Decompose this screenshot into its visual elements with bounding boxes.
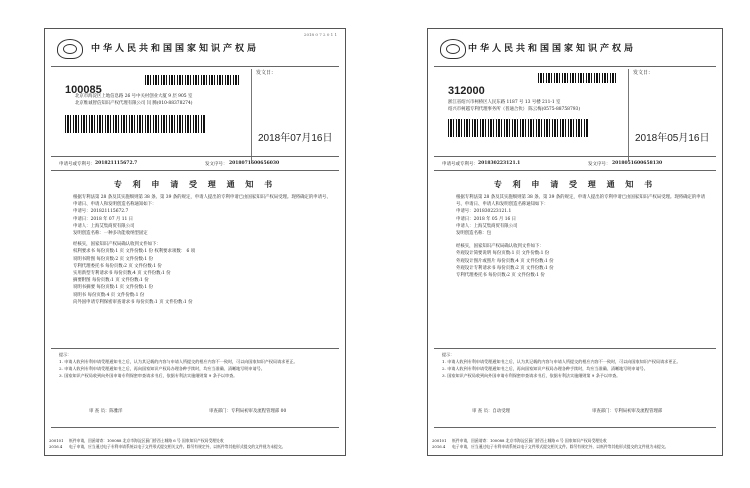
divider bbox=[434, 348, 716, 349]
header-divider bbox=[434, 66, 716, 67]
barcode bbox=[145, 75, 241, 85]
mailing-line: 纸件申请，回函请寄：100088 北京市海淀区蓟门桥西土城路 6 号 国家知识产权局受理处收 bbox=[452, 438, 607, 443]
issue-date: 2018年05月16日 bbox=[635, 133, 710, 144]
issue-date-box bbox=[628, 69, 721, 161]
divider bbox=[434, 156, 716, 157]
examiner: 审 查 员：陈雅洋 bbox=[89, 409, 123, 414]
mailing-line: 纸件申请，回函请寄：100088 北京市海淀区蓟门桥西土城路 6 号 国家知识产权局受理处收 bbox=[69, 438, 224, 443]
office-header bbox=[428, 39, 722, 61]
note-line: 1. 申请人收到专利申请受理通知书之后，认为其记载的内容与申请人所提交的相应内容不一致时，可以向国家知识产权局请求更正。 bbox=[59, 359, 298, 364]
examiner: 审 查 员：自动受理 bbox=[472, 409, 510, 414]
divider bbox=[51, 156, 339, 157]
notice-document-right bbox=[427, 28, 723, 456]
address-block bbox=[448, 99, 648, 113]
top-code: 2018 0 7 2 0 1 1 bbox=[303, 32, 337, 37]
department: 审查部门：专利局初审及流程管理部 bbox=[592, 409, 663, 414]
notes-block bbox=[442, 351, 710, 379]
field-line: 申请日：2018 年 05 月 16 日 bbox=[456, 216, 517, 222]
field-line: 发明创造名称：一种多功能收纳型固定 bbox=[73, 231, 148, 237]
divider bbox=[434, 170, 716, 171]
note-line: 3. 国家知识产权局收到向外国申请专利保密审查请求书后，依据专利法实施细则第 9 条予以审查。 bbox=[59, 373, 238, 378]
doc-line: 摘要附图 每份页数:1 页 文件份数:1 份 bbox=[73, 278, 149, 284]
form-code: 2016.4 bbox=[432, 443, 446, 449]
doc-line: 外观设计专利请求书 每份页数:2 页 文件份数:1 份 bbox=[456, 265, 554, 271]
divider bbox=[51, 170, 339, 171]
docs-intro: 经核实，国家知识产权局确认收到文件如下： bbox=[456, 244, 544, 250]
divider bbox=[434, 427, 716, 428]
office-title: 中华人民共和国国家知识产权局 bbox=[91, 44, 260, 54]
notice-document-left bbox=[44, 28, 346, 456]
doc-no: 2018071600656030 bbox=[229, 161, 280, 166]
address-block bbox=[75, 93, 245, 107]
doc-line: 说明书附图 每份页数:2 页 文件份数:1 份 bbox=[73, 256, 153, 262]
doc-line: 专利代理委托书 每份页数:2 页 文件份数:1 份 bbox=[73, 263, 162, 269]
doc-no: 2018051600658130 bbox=[612, 161, 663, 166]
barcode bbox=[538, 73, 618, 83]
office-title: 中华人民共和国国家知识产权局 bbox=[468, 44, 637, 54]
app-no: 201821115672.7 bbox=[95, 161, 138, 166]
note-line: 2. 申请人收到专利申请受理通知书之后，再向国家知识产权局办理各种手续时，均应当准确、清晰地写明申请号。 bbox=[442, 366, 648, 371]
docs-intro: 经核实，国家知识产权局确认收到文件如下： bbox=[73, 242, 161, 248]
doc-line: 说明书 每份页数:4 页 文件份数:1 份 bbox=[73, 292, 145, 298]
body-intro: 根据专利法第 28 条及其实施细则第 38 条、第 39 条的规定，申请人提出的专利申请已由国家知识产权局受理。现将确定的申请号、申请日、申请人和发明创造名称通知如下： bbox=[73, 195, 331, 208]
mailing-line: 电子申请，应当通过电子专利申请系统以电子文件形式提交相关文件。除另有规定外，以纸件等其他形式提交的文件视为未提交。 bbox=[452, 443, 669, 449]
field-line: 申请号：201821115672.7 bbox=[73, 209, 129, 215]
doc-line: 说明书摘要 每份页数:1 页 文件份数:1 份 bbox=[73, 285, 153, 291]
notes-title: 提示： bbox=[59, 352, 72, 357]
issue-date: 2018年07月16日 bbox=[258, 133, 333, 144]
field-line: 申请日：2018 年 07 月 11 日 bbox=[73, 216, 134, 222]
issue-date-label: 发文日： bbox=[633, 70, 654, 76]
notes-title: 提示： bbox=[442, 352, 455, 357]
postcode: 312000 bbox=[448, 85, 485, 97]
national-emblem-icon bbox=[440, 39, 466, 59]
doc-no-label: 发文序号： bbox=[588, 162, 611, 167]
doc-line: 权利要求书 每份页数:1 页 文件份数:1 份 权利要求项数： 6 项 bbox=[73, 249, 196, 255]
body-intro: 根据专利法第 28 条及其实施细则第 38 条、第 39 条的规定，申请人提出的专利申请已由国家知识产权局受理。现将确定的申请号、申请日、申请人和发明创造名称通知如下： bbox=[456, 195, 706, 208]
app-no-label: 申请号或专利号： bbox=[442, 162, 478, 167]
field-line: 发明创造名称：包 bbox=[456, 231, 492, 237]
address-line: 浙江省绍兴市柯桥区人民东路 1187 号 13 号楼 211-1 室 bbox=[448, 100, 561, 105]
national-emblem-icon bbox=[57, 39, 83, 59]
doc-line: 外观设计图片或照片 每份页数:4 页 文件份数:1 份 bbox=[456, 258, 554, 264]
note-line: 3. 国家知识产权局收到向外国申请专利保密审查请求书后，依据专利法实施细则第 9 条予以审查。 bbox=[442, 373, 621, 378]
mailing-instructions bbox=[432, 438, 718, 449]
field-line: 申请人：上海艾集商贸有限公司 bbox=[456, 223, 518, 229]
doc-no-label: 发文序号： bbox=[205, 162, 228, 167]
barcode bbox=[65, 115, 205, 133]
address-line: 北京市海淀区上地信息路 26 号中关村创业大厦 9 层 905 室 bbox=[75, 94, 193, 99]
issue-date-label: 发文日： bbox=[256, 70, 277, 76]
office-header bbox=[45, 32, 345, 61]
app-no: 201830223121.1 bbox=[478, 161, 521, 166]
field-line: 申请号：201830223121.1 bbox=[456, 209, 512, 215]
mailing-instructions bbox=[49, 438, 341, 449]
form-code: 2016.4 bbox=[49, 443, 63, 449]
notes-block bbox=[59, 351, 333, 379]
postcode: 100085 bbox=[65, 84, 102, 96]
note-line: 2. 申请人收到专利申请受理通知书之后，再向国家知识产权局办理各种手续时，均应当准确、清晰地写明申请号。 bbox=[59, 366, 265, 371]
barcode bbox=[448, 119, 588, 137]
doc-line: 实用新型专利请求书 每份页数:4 页 文件份数:1 份 bbox=[73, 271, 171, 277]
department: 审查部门：专利局初审及流程管理部 00 bbox=[209, 409, 287, 414]
mailing-line: 电子申请，应当通过电子专利申请系统以电子文件形式提交相关文件。除另有规定外，以纸件等其他形式提交的文件视为未提交。 bbox=[69, 443, 286, 449]
app-no-label: 申请号或专利号： bbox=[59, 162, 95, 167]
notice-body bbox=[442, 194, 710, 279]
notice-body bbox=[59, 194, 333, 306]
notice-title: 专 利 申 请 受 理 通 知 书 bbox=[493, 179, 657, 189]
doc-line: 向外国申请专利保密审查请求书 每份页数:1 页 文件份数:1 份 bbox=[73, 299, 193, 305]
form-code: 200101 bbox=[432, 438, 447, 443]
doc-line: 外观设计简要说明 每份页数:1 页 文件份数:1 份 bbox=[456, 251, 550, 257]
field-line: 申请人：上海艾集商贸有限公司 bbox=[73, 223, 135, 229]
doc-line: 专利代理委托书 每份页数:2 页 文件份数:1 份 bbox=[456, 273, 545, 279]
form-code: 200101 bbox=[49, 438, 64, 443]
address-line: 绍兴市柯越专利代理事务所（普通合伙） 陈云梅(0575-88758793) bbox=[448, 107, 581, 112]
note-line: 1. 申请人收到专利申请受理通知书之后，认为其记载的内容与申请人所提交的相应内容不一致时，可以向国家知识产权局请求更正。 bbox=[442, 359, 681, 364]
divider bbox=[51, 427, 339, 428]
notice-title: 专 利 申 请 受 理 通 知 书 bbox=[113, 179, 277, 189]
issue-date-box bbox=[251, 69, 346, 161]
header-divider bbox=[51, 66, 339, 67]
address-line: 北京维诚智信知识产权代理有限公司 闫 腾(010-88378274) bbox=[75, 101, 193, 106]
divider bbox=[51, 348, 339, 349]
